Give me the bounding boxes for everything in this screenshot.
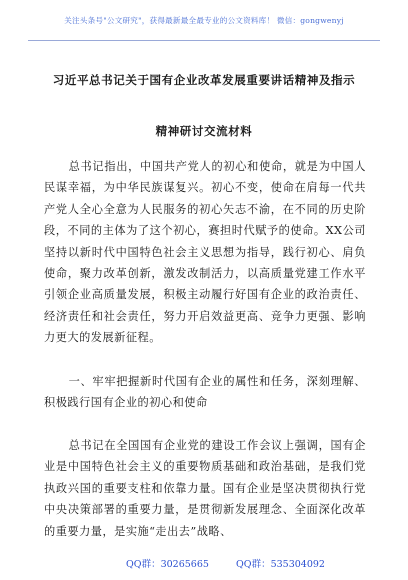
document-title-line-1: 习近平总书记关于国有企业改革发展重要讲话精神及指示 bbox=[52, 73, 356, 87]
page-header bbox=[0, 0, 408, 46]
body-paragraph-1: 总书记指出，中国共产党人的初心和使命，就是为中国人民谋幸福，为中华民族谋复兴。初心不变，使命在肩每一代共产党人全心全意为人民服务的初心矢志不渝，在不同的历史阶段，不同的主体为了这个初心，赛担时代赋予的使命。XX公司坚持以新时代中国特色社会主义思想为指导，践行初心、肩负使命，聚力改革创新，激发改制活力，以高质量党建工作水平引领企业高质量发展，积极主动履行好国有企业的政治责任、经济责任和社会责任，努力开启效益更高、竞争力更强、影响力更大的发展新征程。 bbox=[44, 160, 366, 345]
footer-qq-group-2: QQ群：535304092 bbox=[236, 559, 325, 570]
document-title-line-2: 精神研讨交流材料 bbox=[155, 124, 253, 138]
footer-qq-group-1: QQ群：30265665 bbox=[126, 559, 209, 570]
section-heading-1: 一、牢牢把握新时代国有企业的属性和任务，深刻理解、积极践行国有企业的初心和使命 bbox=[44, 375, 366, 410]
body-paragraph-2: 总书记在全国国有企业党的建设工作会议上强调，国有企业是中国特色社会主义的重要物质基础和政治基础，是我们党执政兴国的重要支柱和依靠力量。国有企业是坚决贯彻执行党中央决策部署的重要力量，是贯彻新发展理念、全面深化改革的重要力量，是实施“走出去”战略、 bbox=[44, 439, 366, 538]
header-promo-text: 关注头条号"公文研究"，获得最新最全最专业的公文资料库！ 微信：gongwenyj bbox=[64, 16, 344, 25]
header-divider bbox=[28, 40, 380, 41]
page-footer bbox=[0, 556, 408, 576]
